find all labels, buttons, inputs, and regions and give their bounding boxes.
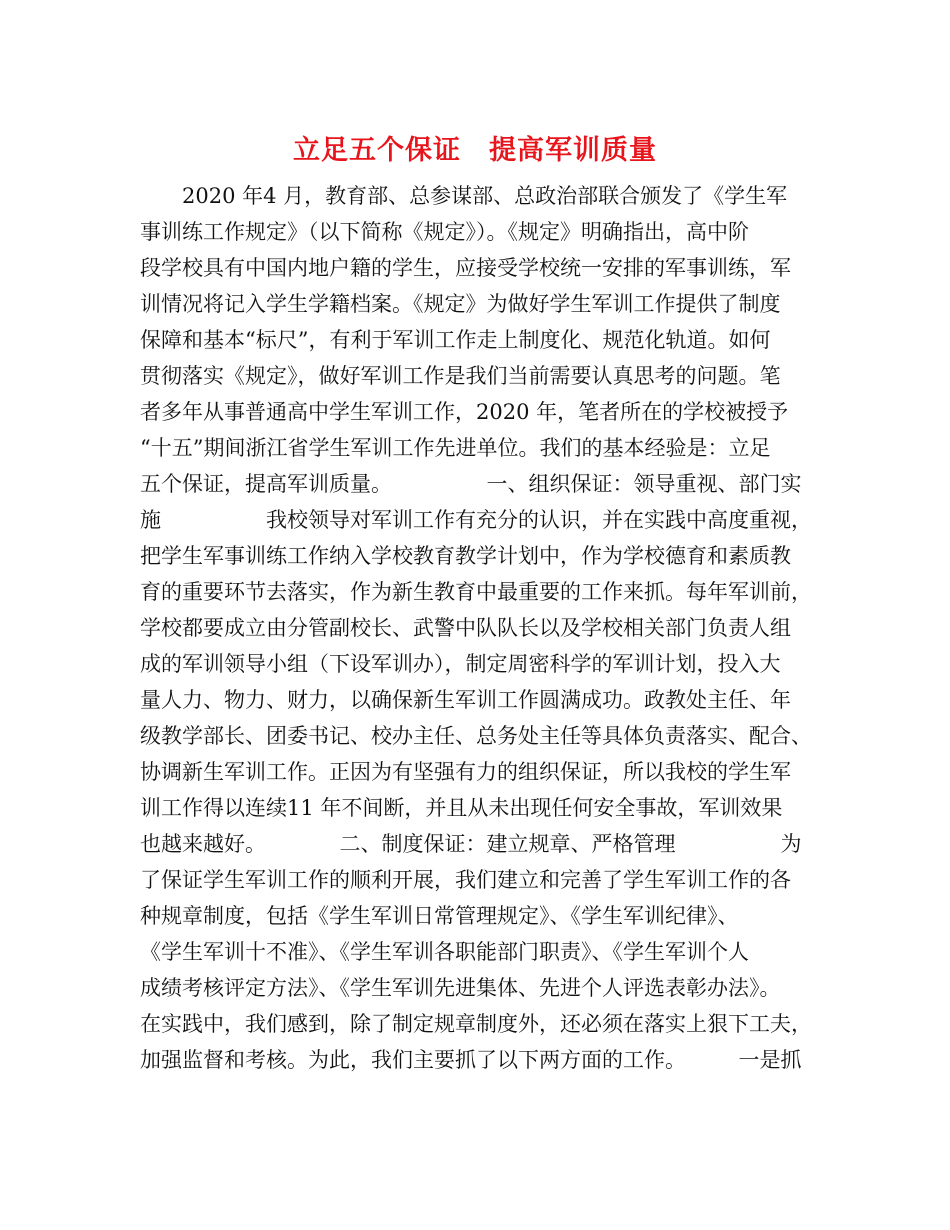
body-line: 在实践中，我们感到，除了制定规章制度外，还必须在落实上狠下工夫，: [140, 1012, 812, 1036]
body-line: 协调新生军训工作。正因为有坚强有力的组织保证，所以我校的学生军: [140, 760, 791, 784]
body-line: “十五”期间浙江省学生军训工作先进单位。我们的基本经验是：立足: [140, 436, 771, 460]
body-line: 训工作得以连续11 年不间断，并且从未出现任何安全事故，军训效果: [140, 796, 783, 820]
body-line: 训情况将记入学生学籍档案。《规定》为做好学生军训工作提供了制度: [140, 292, 781, 316]
body-line: 了保证学生军训工作的顺利开展，我们建立和完善了学生军训工作的各: [140, 868, 791, 892]
body-line: 施 我校领导对军训工作有充分的认识，并在实践中高度重视，: [140, 508, 812, 532]
document-body: [140, 178, 830, 1078]
body-line: 保障和基本“标尺”，有利于军训工作走上制度化、规范化轨道。如何: [140, 328, 771, 352]
body-line: 成的军训领导小组（下设军训办），制定周密科学的军训计划，投入大: [140, 652, 781, 676]
body-line: 《学生军训十不准》、《学生军训各职能部门职责》、《学生军训个人: [140, 940, 749, 964]
body-line: 加强监督和考核。为此，我们主要抓了以下两方面的工作。 一是抓: [140, 1048, 802, 1072]
document-title: 立足五个保证 提高军训质量: [293, 135, 657, 166]
body-line: 级教学部长、团委书记、校办主任、总务处主任等具体负责落实、配合、: [140, 724, 812, 748]
body-line: 2020 年4 月，教育部、总参谋部、总政治部联合颁发了《学生军: [140, 184, 788, 208]
body-line: 把学生军事训练工作纳入学校教育教学计划中，作为学校德育和素质教: [140, 544, 791, 568]
body-line: 成绩考核评定方法》、《学生军训先进集体、先进个人评选表彰办法》。: [140, 976, 781, 1000]
body-line: 事训练工作规定》（以下简称《规定》）。《规定》明确指出，高中阶: [140, 220, 749, 244]
body-line: 育的重要环节去落实，作为新生教育中最重要的工作来抓。每年军训前，: [140, 580, 812, 604]
body-line: 者多年从事普通高中学生军训工作，2020 年，笔者所在的学校被授予: [140, 400, 789, 424]
body-line: 量人力、物力、财力，以确保新生军训工作圆满成功。政教处主任、年: [140, 688, 791, 712]
body-line: 贯彻落实《规定》，做好军训工作是我们当前需要认真思考的问题。笔: [140, 364, 781, 388]
body-line: 种规章制度，包括《学生军训日常管理规定》、《学生军训纪律》、: [140, 904, 739, 928]
body-line: 学校都要成立由分管副校长、武警中队队长以及学校相关部门负责人组: [140, 616, 791, 640]
body-line: 五个保证，提高军训质量。 一、组织保证：领导重视、部门实: [140, 472, 802, 496]
body-line: 也越来越好。 二、制度保证：建立规章、严格管理 为: [140, 832, 802, 856]
body-line: 段学校具有中国内地户籍的学生，应接受学校统一安排的军事训练，军: [140, 256, 791, 280]
